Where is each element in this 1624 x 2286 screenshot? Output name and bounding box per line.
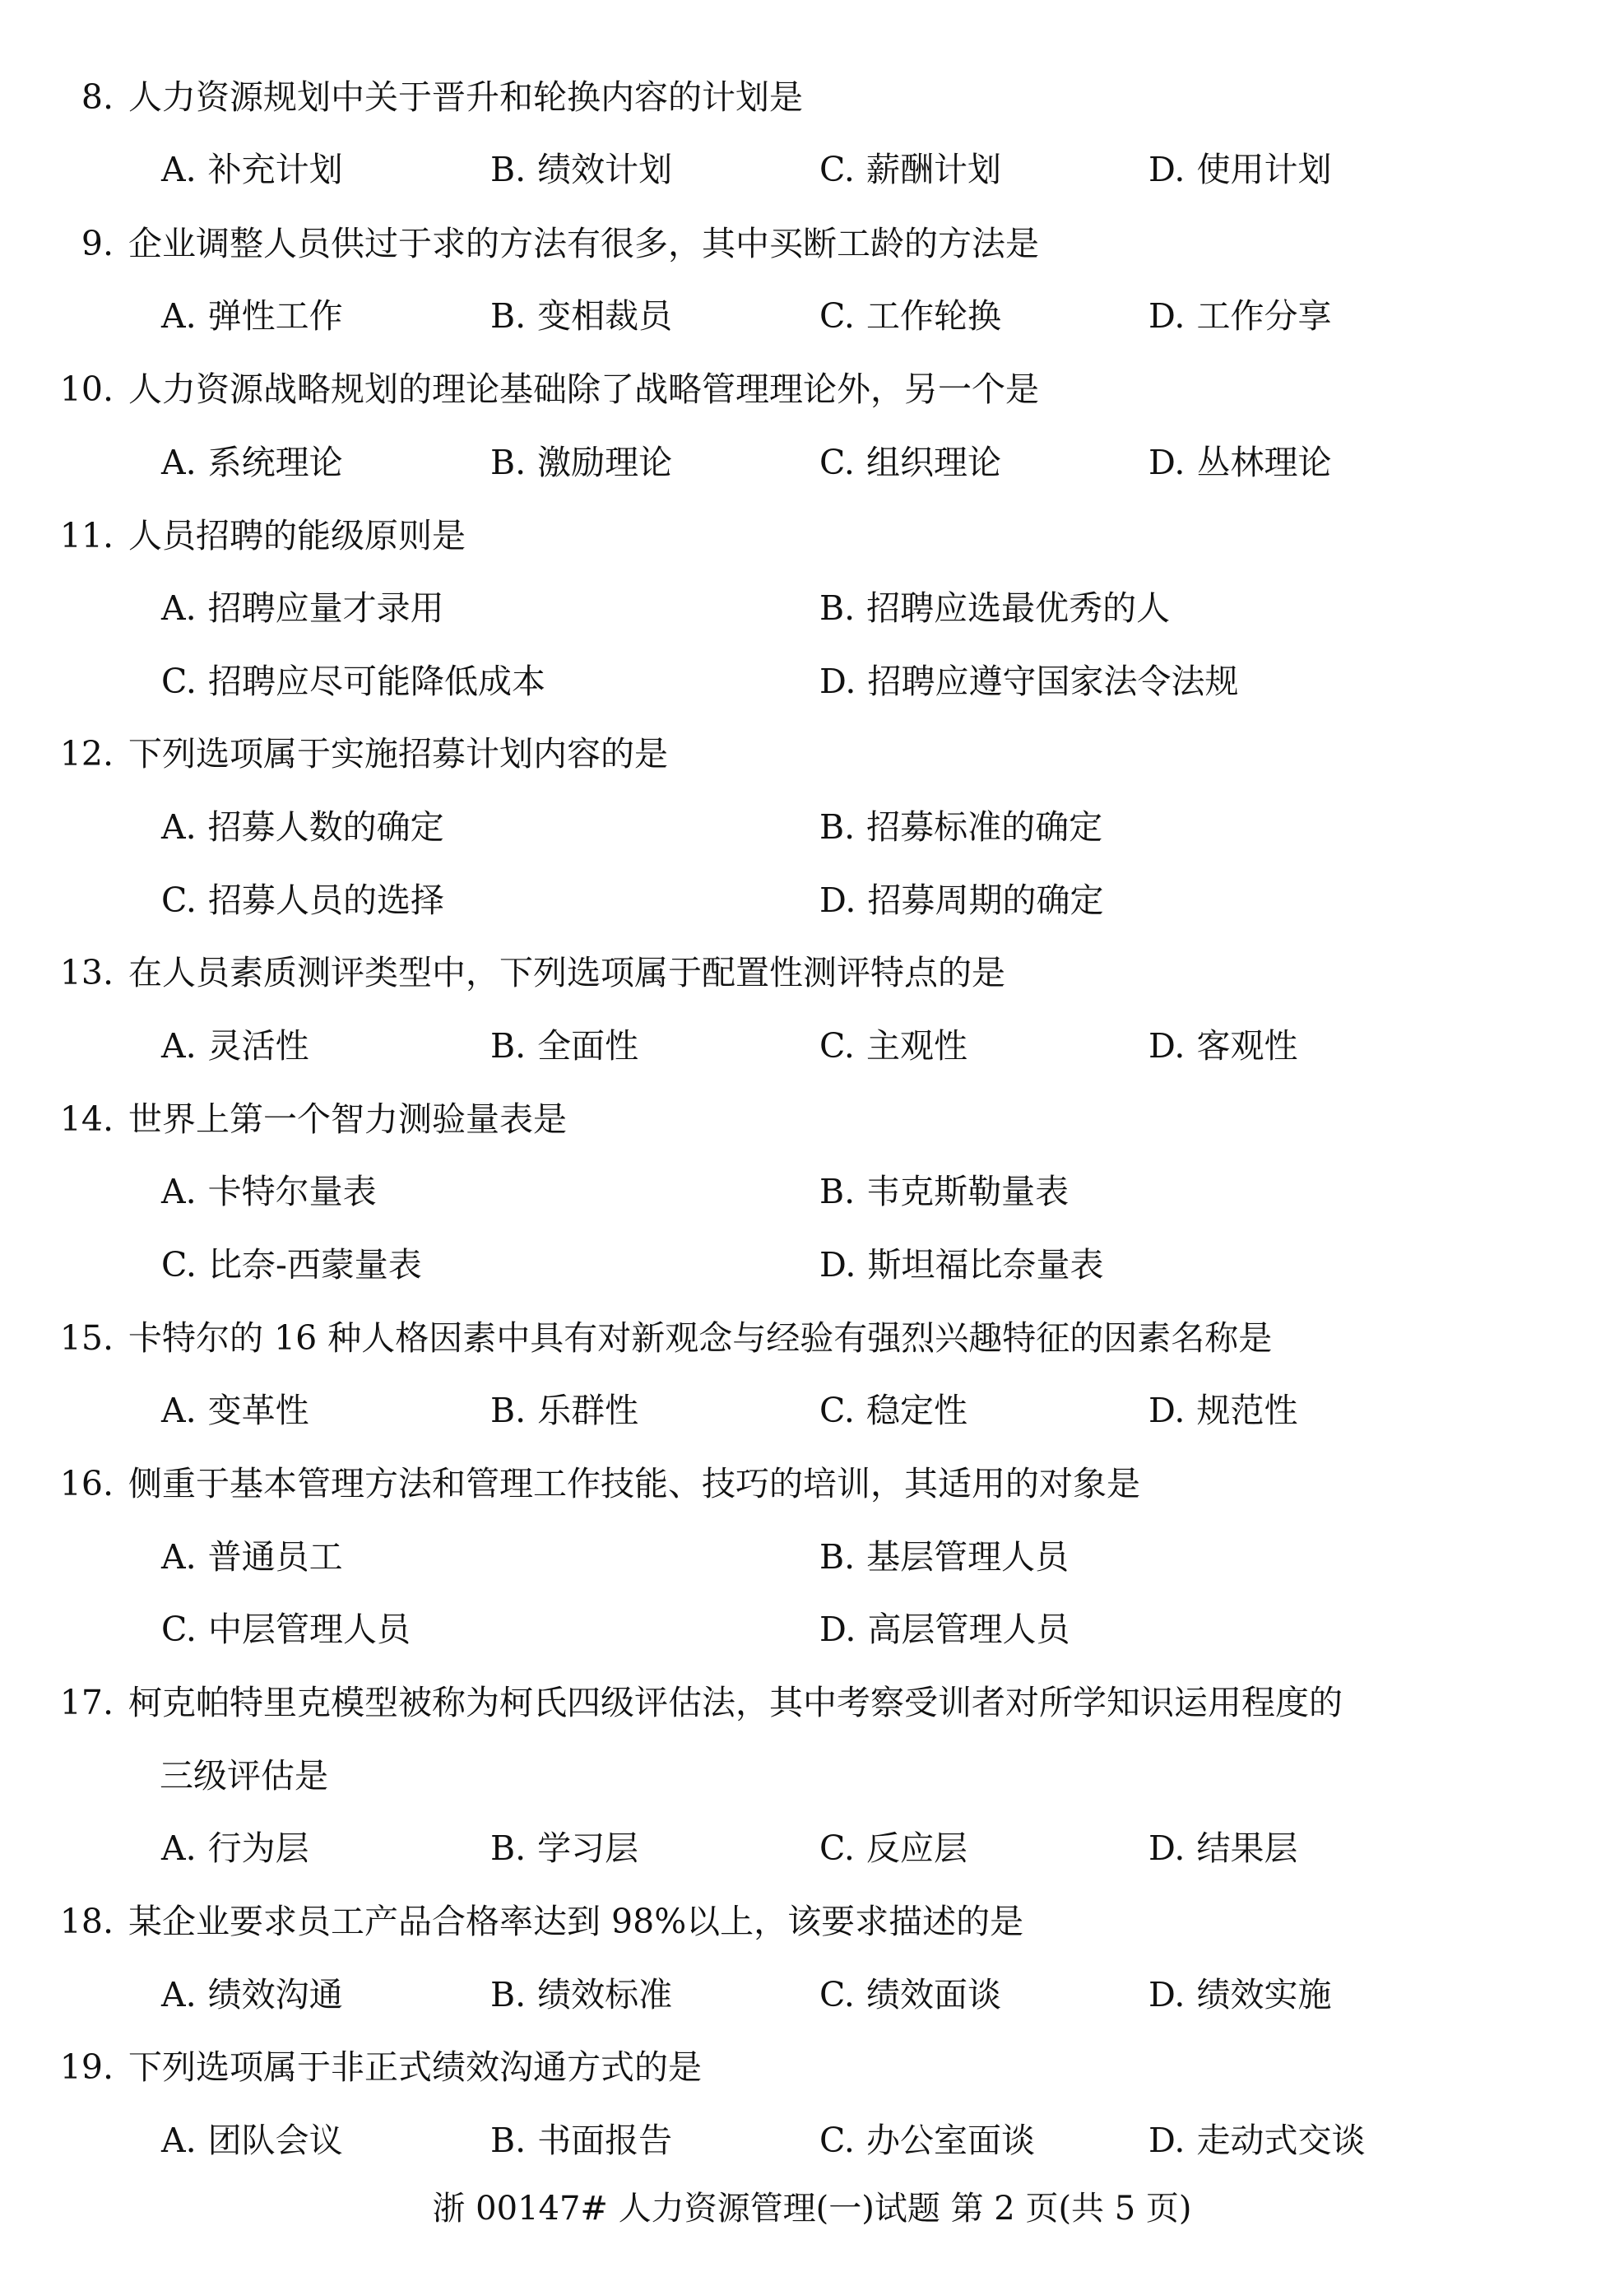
option-b [819,806,1102,848]
question-text: 在人员素质测评类型中，下列选项属于配置性测评特点的是 [128,953,1005,992]
option-text: 基层管理人员 [866,1537,1070,1577]
option-a [161,441,343,484]
option-text: 结果层 [1196,1828,1298,1868]
question-text: 下列选项属于实施招募计划内容的是 [128,734,668,774]
option-text: 招聘应遵守国家法令法规 [867,662,1239,701]
option-letter: D. [1148,443,1186,482]
option-text: 绩效计划 [537,150,673,189]
option-a [161,806,444,848]
option-letter: D. [819,1245,856,1285]
option-letter: C. [819,1391,855,1430]
option-d [819,1608,1070,1651]
option-letter: A. [161,150,197,189]
option-letter: D. [1148,1026,1186,1066]
option-text: 招聘应量才录用 [207,588,444,628]
option-text: 弹性工作 [207,296,343,336]
option-text: 灵活性 [207,1026,309,1066]
option-d [1148,1827,1297,1870]
option-letter: B. [819,1537,856,1577]
option-letter: B. [490,296,527,336]
option-text: 招募人员的选择 [207,880,444,920]
question-number: 9. [81,224,114,263]
option-letter: D. [1148,1391,1186,1430]
option-d [1148,148,1331,191]
option-letter: B. [819,588,856,628]
option-letter: B. [490,2121,527,2160]
option-d [1148,295,1331,337]
option-a [161,1536,343,1578]
option-letter: A. [161,1975,197,2014]
page-footer: 浙 00147# 人力资源管理(一)试题 第 2 页(共 5 页) [432,2190,1192,2228]
question-text-continued: 三级评估是 [160,1756,328,1796]
option-a [161,148,343,191]
option-text: 团队会议 [207,2121,343,2160]
option-letter: A. [161,296,197,336]
option-c [161,1243,422,1286]
option-letter: C. [819,1828,855,1868]
option-text: 比奈-西蒙量表 [207,1245,422,1285]
option-d [1148,1973,1331,2016]
option-text: 规范性 [1196,1391,1298,1430]
question-stem [15,951,1005,994]
option-text: 工作轮换 [865,296,1001,336]
question-number: 15. [59,1318,114,1358]
option-letter: C. [819,2121,855,2160]
option-letter: D. [1148,1975,1186,2014]
option-b [819,587,1170,630]
option-text: 高层管理人员 [867,1610,1070,1649]
option-text: 稳定性 [865,1391,967,1430]
option-c [819,2119,1035,2162]
option-a [161,587,444,630]
option-text: 薪酬计划 [865,150,1001,189]
option-d [1148,2119,1365,2162]
question-number: 13. [59,953,114,992]
option-letter: C. [161,662,197,701]
option-a [161,295,343,337]
question-text: 侧重于基本管理方法和管理工作技能、技巧的培训，其适用的对象是 [128,1464,1140,1503]
option-letter: D. [819,880,856,920]
option-letter: B. [490,443,527,482]
option-c [819,148,1001,191]
option-letter: D. [819,662,856,701]
option-letter: C. [819,150,855,189]
option-d [1148,441,1331,484]
option-letter: A. [161,1172,197,1211]
option-text: 斯坦福比奈量表 [867,1245,1104,1285]
option-letter: C. [819,1975,855,2014]
option-b [490,1973,672,2016]
option-c [819,1973,1001,2016]
option-letter: A. [161,1026,197,1066]
option-c [819,1827,967,1870]
option-letter: C. [161,880,197,920]
question-stem [15,1317,1272,1359]
option-b [490,295,672,337]
question-number: 17. [59,1683,114,1722]
question-stem [15,368,1039,411]
option-a [161,2119,343,2162]
option-letter: D. [1148,296,1186,336]
option-letter: A. [161,1828,197,1868]
question-stem [15,1681,1343,1724]
option-text: 绩效面谈 [865,1975,1001,2014]
option-text: 反应层 [865,1828,967,1868]
option-text: 卡特尔量表 [207,1172,377,1211]
option-text: 补充计划 [207,150,343,189]
option-letter: C. [161,1245,197,1285]
question-number: 11. [59,516,114,555]
question-stem [15,2046,702,2089]
option-text: 书面报告 [537,2121,673,2160]
question-text: 人力资源战略规划的理论基础除了战略管理理论外，另一个是 [128,369,1039,409]
option-letter: A. [161,2121,197,2160]
option-b [819,1536,1069,1578]
option-text: 招募周期的确定 [867,880,1104,920]
option-text: 丛林理论 [1196,443,1332,482]
option-letter: B. [490,1026,527,1066]
question-number: 19. [59,2047,114,2087]
question-number: 16. [59,1464,114,1503]
option-d [1148,1025,1297,1067]
option-text: 招聘应尽可能降低成本 [207,662,545,701]
option-a [161,1827,309,1870]
option-letter: B. [819,1172,856,1211]
question-number: 14. [59,1099,114,1139]
option-letter: C. [819,443,855,482]
option-c [161,879,444,922]
option-text: 招聘应选最优秀的人 [866,588,1171,628]
option-letter: D. [819,1610,856,1649]
option-text: 中层管理人员 [207,1610,411,1649]
question-text: 企业调整人员供过于求的方法有很多，其中买断工龄的方法是 [128,224,1039,263]
option-letter: A. [161,588,197,628]
question-stem [15,222,1039,265]
question-stem [15,1462,1140,1505]
option-a [161,1170,377,1213]
option-text: 乐群性 [537,1391,639,1430]
option-text: 招募标准的确定 [866,807,1103,847]
question-text: 人力资源规划中关于晋升和轮换内容的计划是 [128,77,803,117]
option-text: 主观性 [865,1026,967,1066]
option-d [819,879,1103,922]
question-stem [15,514,466,557]
option-letter: B. [490,1975,527,2014]
option-letter: B. [490,1828,527,1868]
option-letter: B. [490,150,527,189]
option-c [161,1608,411,1651]
option-b [490,148,672,191]
question-text: 人员招聘的能级原则是 [128,516,466,555]
option-text: 办公室面谈 [865,2121,1035,2160]
option-text: 行为层 [207,1828,309,1868]
question-text: 下列选项属于非正式绩效沟通方式的是 [128,2047,702,2087]
question-number: 10. [59,369,114,409]
option-text: 客观性 [1196,1026,1298,1066]
option-b [490,1827,638,1870]
question-number: 12. [59,734,114,774]
question-text: 世界上第一个智力测验量表是 [128,1099,567,1139]
option-c [819,1025,967,1067]
option-letter: C. [819,1026,855,1066]
option-c [819,1389,967,1432]
question-number: 8. [81,77,114,117]
option-d [819,660,1238,703]
option-text: 招募人数的确定 [207,807,444,847]
question-stem [15,76,803,118]
option-letter: D. [1148,1828,1186,1868]
option-b [819,1170,1069,1213]
option-b [490,1025,638,1067]
option-letter: D. [1148,150,1186,189]
option-text: 学习层 [537,1828,639,1868]
option-text: 绩效沟通 [207,1975,343,2014]
option-text: 走动式交谈 [1196,2121,1366,2160]
question-text: 某企业要求员工产品合格率达到 98%以上，该要求描述的是 [128,1902,1024,1941]
option-text: 全面性 [537,1026,639,1066]
question-text: 柯克帕特里克模型被称为柯氏四级评估法，其中考察受训者对所学知识运用程度的 [128,1683,1343,1722]
option-letter: B. [490,1391,527,1430]
option-d [819,1243,1103,1286]
question-number: 18. [59,1902,114,1941]
option-letter: A. [161,1537,197,1577]
option-b [490,441,672,484]
option-letter: C. [819,296,855,336]
option-text: 变革性 [207,1391,309,1430]
option-text: 工作分享 [1196,296,1332,336]
option-a [161,1025,309,1067]
option-c [819,441,1001,484]
option-letter: A. [161,807,197,847]
option-text: 变相裁员 [537,296,673,336]
option-d [1148,1389,1297,1432]
option-letter: D. [1148,2121,1186,2160]
question-text: 卡特尔的 16 种人格因素中具有对新观念与经验有强烈兴趣特征的因素名称是 [128,1318,1273,1358]
option-letter: A. [161,1391,197,1430]
option-text: 系统理论 [207,443,343,482]
option-a [161,1973,343,2016]
option-b [490,1389,638,1432]
option-text: 组织理论 [865,443,1001,482]
option-text: 绩效标准 [537,1975,673,2014]
option-a [161,1389,309,1432]
option-letter: C. [161,1610,197,1649]
question-stem [15,732,668,775]
option-text: 绩效实施 [1196,1975,1332,2014]
option-b [490,2119,672,2162]
option-c [819,295,1001,337]
option-text: 激励理论 [537,443,673,482]
option-c [161,660,545,703]
option-text: 普通员工 [207,1537,343,1577]
option-letter: B. [819,807,856,847]
option-text: 韦克斯勒量表 [866,1172,1070,1211]
option-letter: A. [161,443,197,482]
option-text: 使用计划 [1196,150,1332,189]
question-stem [15,1098,567,1141]
question-stem [15,1900,1023,1943]
